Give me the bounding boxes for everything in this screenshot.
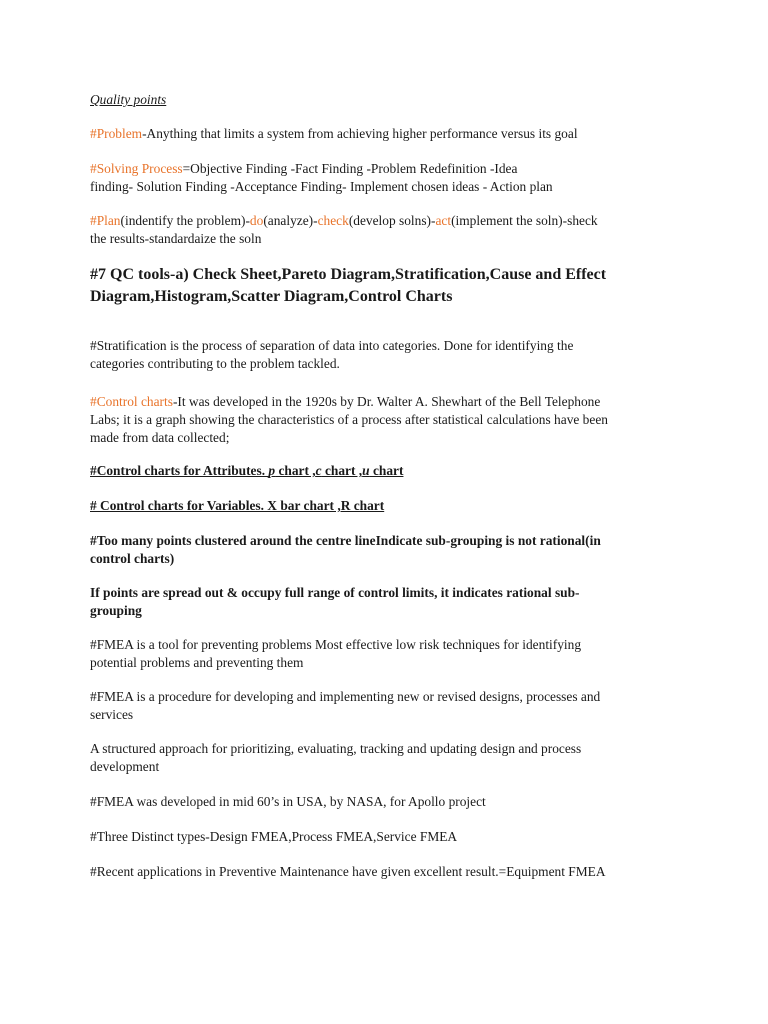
- pdca-plan-text: (indentify the problem)-: [120, 213, 250, 228]
- fmea2-line2: services: [90, 707, 134, 722]
- fmea2-line1: #FMEA is a procedure for developing and implementing new or revised designs, processes and: [90, 689, 601, 704]
- attributes-mid1: chart ,: [275, 463, 316, 478]
- attributes-suffix: chart: [369, 463, 404, 478]
- fmea-history-paragraph: #FMEA was developed in mid 60’s in USA, by NASA, for Apollo project: [90, 794, 486, 809]
- control-charts-line3: made from data collected;: [90, 430, 230, 445]
- control-charts-line1: -It was developed in the 1920s by Dr. Walter A. Shewhart of the Bell Telephone: [172, 394, 601, 409]
- pdca-line2: the results-standardaize the soln: [90, 231, 262, 246]
- stratification-line1: #Stratification is the process of separation of data into categories. Done for identifying the: [90, 338, 574, 353]
- pdca-act-text: (implement the soln)-sheck: [451, 213, 598, 228]
- clustered-line1: #Too many points clustered around the centre lineIndicate sub-grouping is not rational(in: [90, 533, 601, 548]
- attributes-p: p: [268, 463, 276, 478]
- variables-heading: # Control charts for Variables. X bar chart ,R chart: [90, 498, 385, 513]
- page-title: Quality points: [90, 92, 167, 107]
- fmea1-line2: potential problems and preventing them: [90, 655, 304, 670]
- clustered-line2: control charts): [90, 551, 175, 566]
- qc-tools-heading: [90, 264, 690, 308]
- solving-process-paragraph: [90, 160, 690, 196]
- qc-tools-line2: Diagram,Histogram,Scatter Diagram,Control Charts: [90, 288, 453, 305]
- attributes-mid2: chart ,: [321, 463, 363, 478]
- attributes-u: u: [362, 463, 370, 478]
- recent-applications-paragraph: #Recent applications in Preventive Maintenance have given excellent result.=Equipment FMEA: [90, 864, 606, 879]
- stratification-paragraph: [90, 337, 690, 373]
- spread-line1: If points are spread out & occupy full range of control limits, it indicates rational sub-: [90, 585, 580, 600]
- fmea-tool-paragraph: [90, 636, 690, 672]
- structured-line1: A structured approach for prioritizing, evaluating, tracking and updating design and process: [90, 741, 582, 756]
- fmea-types-paragraph: #Three Distinct types-Design FMEA,Process FMEA,Service FMEA: [90, 829, 458, 844]
- structured-line2: development: [90, 759, 160, 774]
- spread-paragraph: [90, 584, 690, 620]
- control-charts-paragraph: [90, 393, 690, 447]
- attributes-c: c: [315, 463, 322, 478]
- pdca-do: do: [249, 213, 264, 228]
- attributes-heading: [90, 462, 690, 480]
- clustered-paragraph: [90, 532, 690, 568]
- stratification-line2: categories contributing to the problem tackled.: [90, 356, 340, 371]
- control-charts-tag: #Control charts: [90, 394, 173, 409]
- solving-tag: #Solving Process: [90, 161, 183, 176]
- fmea-procedure-paragraph: [90, 688, 690, 724]
- problem-text: -Anything that limits a system from achieving higher performance versus its goal: [142, 126, 578, 141]
- control-charts-line2: Labs; it is a graph showing the characteristics of a process after statistical calculations have been: [90, 412, 608, 427]
- pdca-act: act: [435, 213, 452, 228]
- pdca-plan: #Plan: [90, 213, 121, 228]
- problem-tag: #Problem: [90, 126, 143, 141]
- solving-line2: finding- Solution Finding -Acceptance Finding- Implement chosen ideas - Action plan: [90, 179, 553, 194]
- attributes-prefix: #Control charts for Attributes.: [90, 463, 269, 478]
- problem-paragraph: [90, 125, 690, 143]
- structured-approach-paragraph: [90, 740, 690, 776]
- fmea1-line1: #FMEA is a tool for preventing problems Most effective low risk techniques for identifying: [90, 637, 582, 652]
- pdca-check: check: [317, 213, 349, 228]
- pdca-check-text: (develop solns)-: [348, 213, 436, 228]
- spread-line2: grouping: [90, 603, 142, 618]
- pdca-do-text: (analyze)-: [263, 213, 318, 228]
- solving-line1: =Objective Finding -Fact Finding -Problem Redefinition -Idea: [182, 161, 518, 176]
- qc-tools-line1: #7 QC tools-a) Check Sheet,Pareto Diagram,Stratification,Cause and Effect: [90, 266, 607, 283]
- pdca-paragraph: [90, 212, 690, 248]
